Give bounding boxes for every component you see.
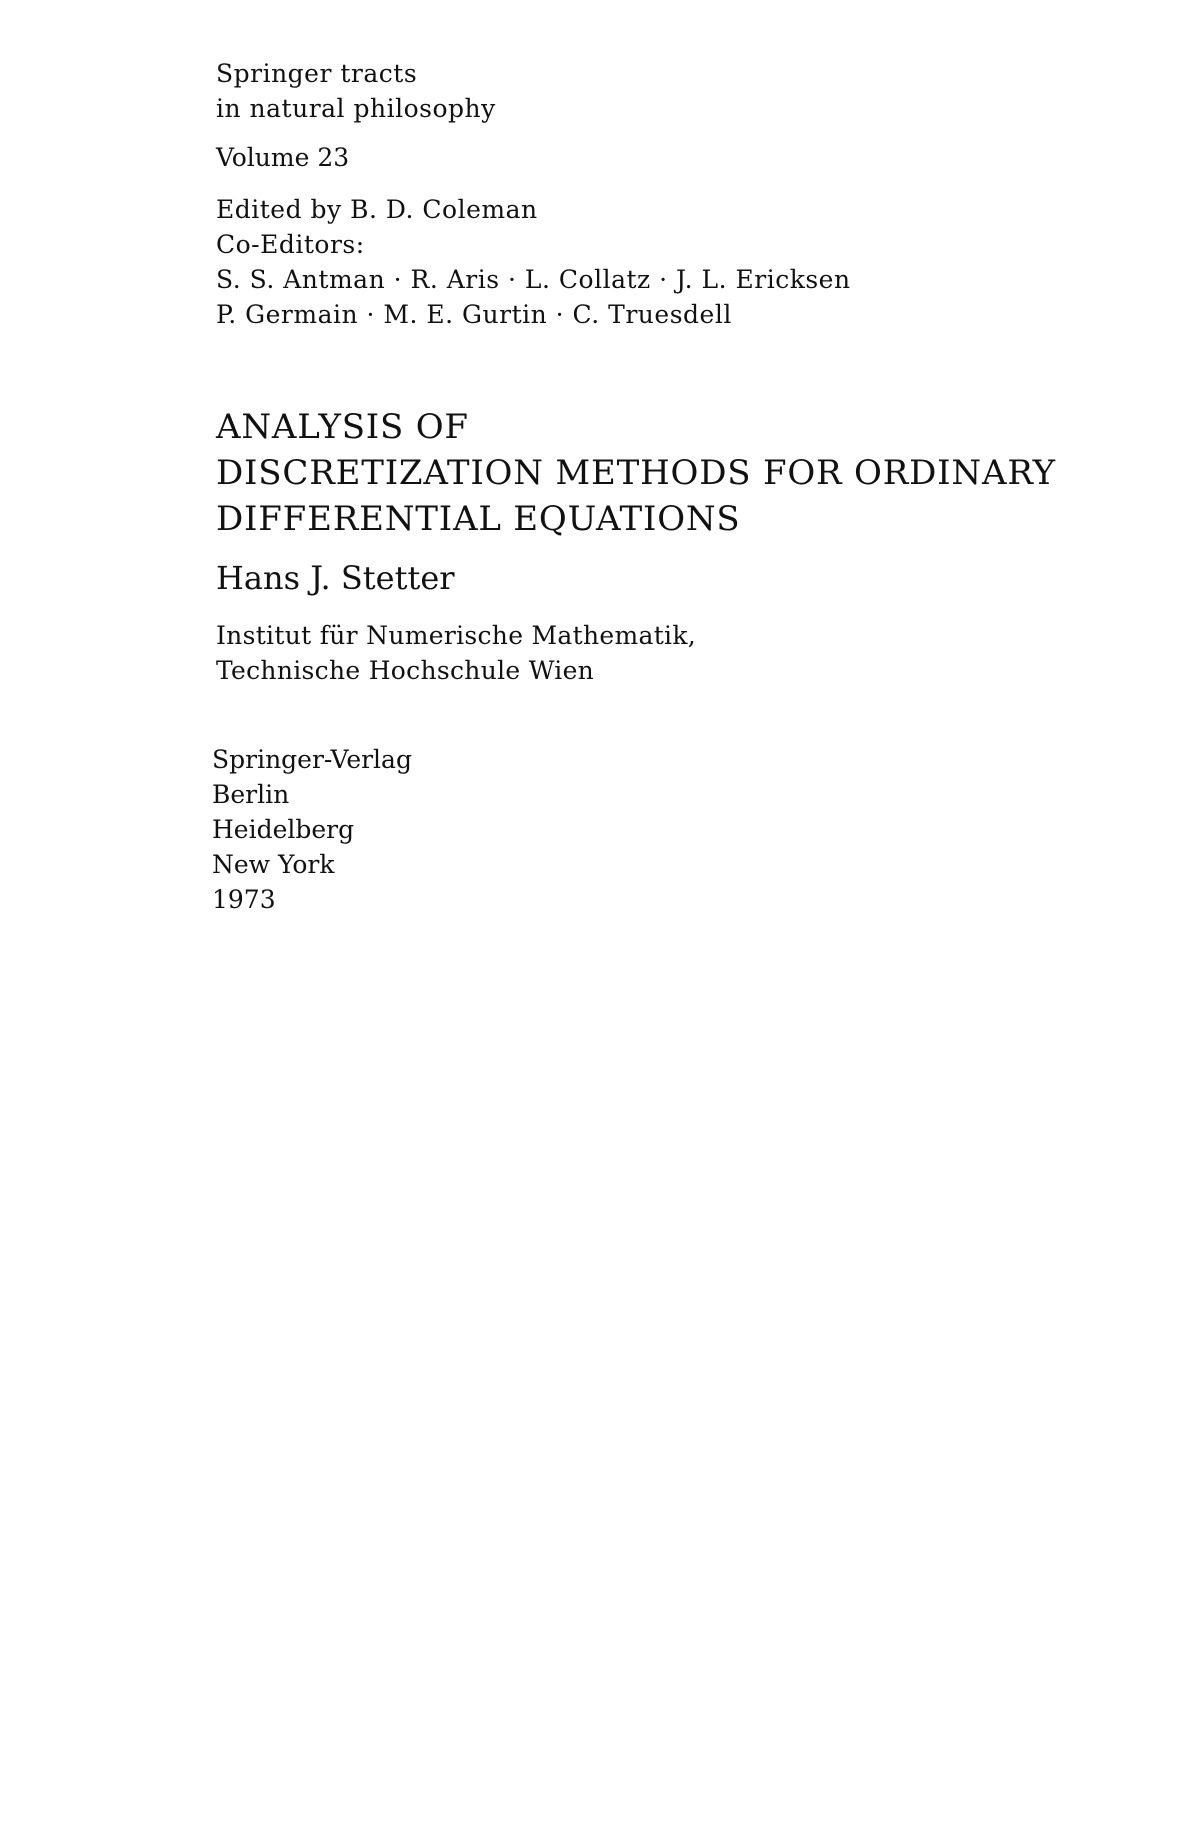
- co-editors-line-1: S. S. Antman · R. Aris · L. Collatz · J. L. Ericksen: [216, 265, 851, 294]
- publisher-city-heidelberg: Heidelberg: [212, 815, 355, 844]
- publication-year: 1973: [212, 885, 276, 914]
- book-title: [216, 404, 1056, 542]
- series-name: [216, 56, 496, 126]
- affiliation-line-1: Institut für Numerische Mathematik,: [216, 621, 697, 650]
- volume-number: Volume 23: [216, 143, 350, 172]
- co-editors-label: Co-Editors:: [216, 230, 365, 259]
- publisher-name: Springer-Verlag: [212, 745, 412, 774]
- editor-line: Edited by B. D. Coleman: [216, 195, 538, 224]
- author-affiliation: [216, 618, 696, 688]
- title-line-1: ANALYSIS OF: [216, 407, 469, 447]
- series-line-2: in natural philosophy: [216, 94, 496, 123]
- author-name: Hans J. Stetter: [216, 559, 455, 597]
- title-line-2: DISCRETIZATION METHODS FOR ORDINARY: [216, 453, 1056, 493]
- title-line-3: DIFFERENTIAL EQUATIONS: [216, 499, 741, 539]
- co-editors-line-2: P. Germain · M. E. Gurtin · C. Truesdell: [216, 300, 732, 329]
- affiliation-line-2: Technische Hochschule Wien: [216, 656, 595, 685]
- editors-block: [216, 192, 851, 332]
- publisher-city-new-york: New York: [212, 850, 335, 879]
- publisher-block: [212, 742, 412, 917]
- series-line-1: Springer tracts: [216, 59, 418, 88]
- publisher-city-berlin: Berlin: [212, 780, 290, 809]
